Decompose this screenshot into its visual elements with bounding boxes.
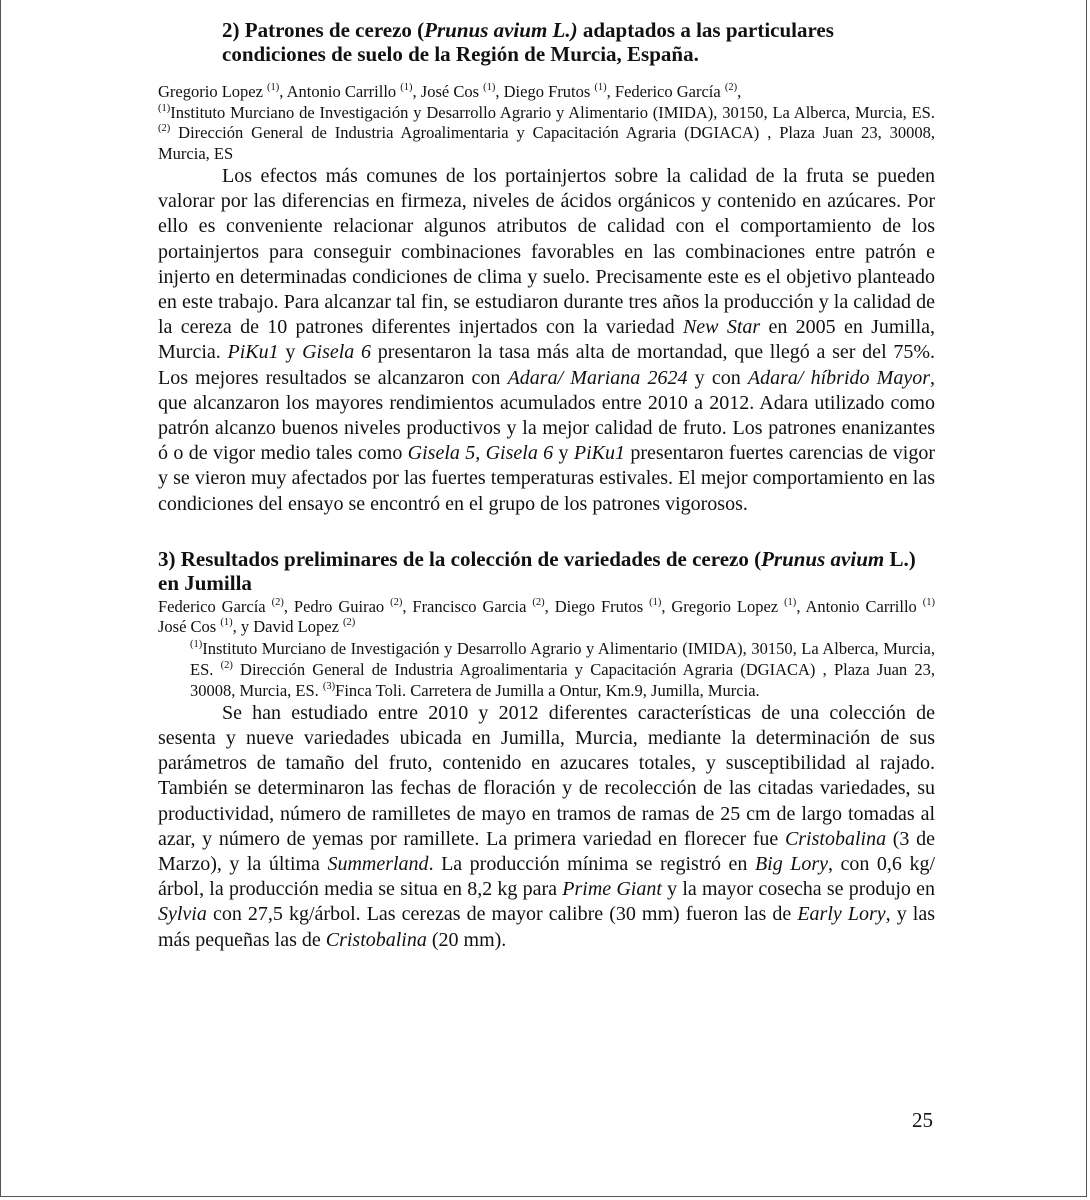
abstract-italic: PiKu1: [227, 341, 279, 364]
abstract-text: y la mayor cosecha se produjo en: [661, 878, 936, 901]
author-affiliation-marker: (1): [784, 596, 797, 608]
author-name: Gregorio Lopez: [158, 82, 268, 101]
author-affiliation-marker: (2): [343, 617, 356, 629]
section-2-title-rest: adaptados a las particulares condiciones de suelo de la Región de Murcia, España.: [222, 18, 834, 66]
abstract-italic: Adara/ Mariana 2624: [507, 366, 688, 389]
section-2-title-text: 2) Patrones de cerezo (: [222, 18, 425, 42]
abstract-text: presentaron la tasa más alta de mortandad, que llegó a ser del 75%. Los mejores resultados se alcanzaron con: [158, 341, 936, 389]
author-affiliation-marker: (1): [267, 82, 280, 93]
section-3-title: [158, 547, 935, 595]
author-name: Antonio Carrillo: [805, 596, 923, 616]
section-2-abstract: [158, 164, 935, 517]
section-gap: [158, 517, 935, 547]
author-affiliation-marker: (2): [532, 596, 545, 608]
affiliation-marker: (3): [322, 680, 336, 692]
author-affiliation-marker: (2): [724, 82, 738, 93]
abstract-italic: Cristobalina: [784, 827, 887, 850]
affiliation-marker: (1): [190, 638, 203, 650]
author-separator: ,: [495, 82, 504, 101]
author-name: Gregorio Lopez: [671, 596, 785, 616]
abstract-italic: Prime Giant: [562, 878, 662, 901]
affiliation-1: Instituto Murciano de Investigación y Desarrollo Agrario y Alimentario (IMIDA), 30150, La Alberca, Murcia, ES.: [190, 638, 935, 679]
document-content: [158, 18, 935, 953]
section-3-affiliations: [158, 638, 935, 701]
abstract-italic: Sylvia: [158, 903, 207, 926]
section-3-title-species: Prunus avium: [761, 546, 885, 571]
abstract-italic: Big Lory: [754, 853, 829, 876]
abstract-italic: Gisela 6: [302, 341, 372, 364]
section-3-title-rest: L.) en Jumilla: [158, 546, 916, 595]
author-name: Federico García: [614, 82, 725, 101]
author-affiliation-marker: (1): [649, 596, 662, 608]
author-name: Pedro Guirao: [293, 596, 391, 616]
section-2-affiliations: [158, 103, 935, 165]
section-3-abstract: [158, 701, 935, 953]
affiliation-3: Finca Toli. Carretera de Jumilla a Ontur, Km.9, Jumilla, Murcia.: [335, 680, 760, 700]
abstract-text: en 2005 en Jumilla, Murcia.: [158, 316, 936, 364]
author-separator: ,: [283, 596, 294, 616]
abstract-italic: Gisela 5, Gisela 6: [407, 442, 554, 465]
affiliation-marker: (2): [158, 123, 171, 134]
author-name: Antonio Carrillo: [286, 82, 401, 101]
author-affiliation-marker: (2): [271, 596, 284, 608]
abstract-text: , con 0,6 kg/árbol, la producción media se situa en 8,2 kg para: [158, 853, 935, 901]
author-affiliation-marker: (1): [483, 82, 496, 93]
affiliation-marker: (2): [220, 659, 233, 671]
section-3-title-text: 3) Resultados preliminares de la colección de variedades de cerezo (: [158, 546, 762, 571]
abstract-text: presentaron fuertes carencias de vigor y se vieron muy afectados por las fuertes temperaturas estivales. El mejor comportamiento en las condiciones del ensayo se encontró en el grupo de los patrones vigorosos.: [158, 442, 936, 515]
abstract-text: y: [553, 442, 574, 465]
author-separator: ,: [606, 82, 615, 101]
abstract-text: y con: [687, 366, 748, 389]
abstract-text: Se han estudiado entre 2010 y 2012 diferentes características de una colección de sesenta y nueve variedades ubicada en Jumilla, Murcia, mediante la determinación de sus parámetros de tamaño del fruto, contenido en azucares totales, y susceptibilidad al rajado. También se determinaron las fechas de floración y de recolección de las citadas variedades, su productividad, número de ramilletes de mayo en tramos de ramas de 25 cm de largo tomadas al azar, y número de yemas por ramillete. La primera variedad en florecer fue: [158, 701, 935, 850]
section-2-title: [158, 18, 935, 66]
abstract-italic: Adara/ híbrido Mayor: [747, 366, 930, 389]
abstract-text: y: [278, 341, 303, 364]
author-affiliation-marker: (1): [220, 617, 233, 629]
author-separator: ,: [796, 596, 806, 616]
author-separator: ,: [279, 82, 287, 101]
author-name: José Cos: [420, 82, 484, 101]
affiliation-marker: (1): [158, 102, 171, 114]
abstract-italic: New Star: [682, 316, 761, 339]
abstract-text: (3 de Marzo), y la última: [158, 827, 935, 876]
affiliation-2: Dirección General de Industria Agroalimentaria y Capacitación Agraria (DGIACA) , Plaza Juan 23, 30008, Murcia, ES.: [190, 659, 935, 700]
author-name: José Cos: [158, 617, 221, 637]
abstract-text: , que alcanzaron los mayores rendimientos acumulados entre 2010 a 2012. Adara utilizado como patrón alcanzo buenos niveles productivos y la mejor calidad de fruto. Los patrones enanizantes ó o de vigor medio tales como: [158, 366, 935, 465]
author-separator: ,: [737, 82, 742, 101]
author-name: Federico García: [158, 596, 272, 616]
author-separator: ,: [402, 596, 413, 616]
abstract-text: Los efectos más comunes de los portainjertos sobre la calidad de la fruta se pueden valorar por las diferencias en firmeza, niveles de ácidos orgánicos y contenido en azúcares. Por ello es conveniente relacionar algunos atributos de calidad con el comportamiento de los portainjertos para conseguir combinaciones favorables en las combinaciones entre patrón e injerto en determinadas condiciones de clima y suelo. Precisamente este es el objetivo planteado en este trabajo. Para alcanzar tal fin, se estudiaron durante tres años la producción y la calidad de la cereza de 10 patrones diferentes injertados con la variedad: [158, 165, 935, 339]
author-separator: ,: [232, 617, 241, 637]
abstract-text: , y las más pequeñas las de: [158, 903, 935, 951]
author-affiliation-marker: (1): [400, 82, 413, 93]
author-name: Francisco Garcia: [412, 596, 533, 616]
section-2-authors: [158, 82, 935, 103]
author-affiliation-marker: (2): [390, 596, 403, 608]
section-2-title-species: Prunus avium L.): [424, 18, 578, 42]
author-separator: ,: [544, 596, 555, 616]
author-name: Diego Frutos: [503, 82, 595, 101]
page-number: 25: [912, 1108, 933, 1132]
author-affiliation-marker: (1): [922, 596, 935, 608]
section-3-authors: [158, 597, 935, 638]
abstract-text: (20 mm).: [426, 928, 507, 951]
abstract-italic: Early Lory: [797, 903, 886, 926]
author-separator: ,: [661, 596, 672, 616]
affiliation-2: Dirección General de Industria Agroalimentaria y Capacitación Agraria (DGIACA) , Plaza Juan 23, 30008, Murcia, ES: [158, 123, 935, 163]
abstract-italic: Cristobalina: [325, 928, 427, 951]
author-name: y David Lopez: [240, 617, 344, 637]
author-name: Diego Frutos: [554, 596, 650, 616]
author-separator: ,: [412, 82, 421, 101]
affiliation-1: Instituto Murciano de Investigación y Desarrollo Agrario y Alimentario (IMIDA), 30150, La Alberca, Murcia, ES.: [170, 102, 935, 122]
abstract-text: . La producción mínima se registró en: [428, 853, 755, 876]
abstract-text: con 27,5 kg/árbol. Las cerezas de mayor calibre (30 mm) fueron las de: [206, 903, 798, 926]
abstract-italic: PiKu1: [573, 442, 626, 465]
author-affiliation-marker: (1): [594, 82, 607, 93]
abstract-italic: Summerland: [327, 853, 429, 876]
